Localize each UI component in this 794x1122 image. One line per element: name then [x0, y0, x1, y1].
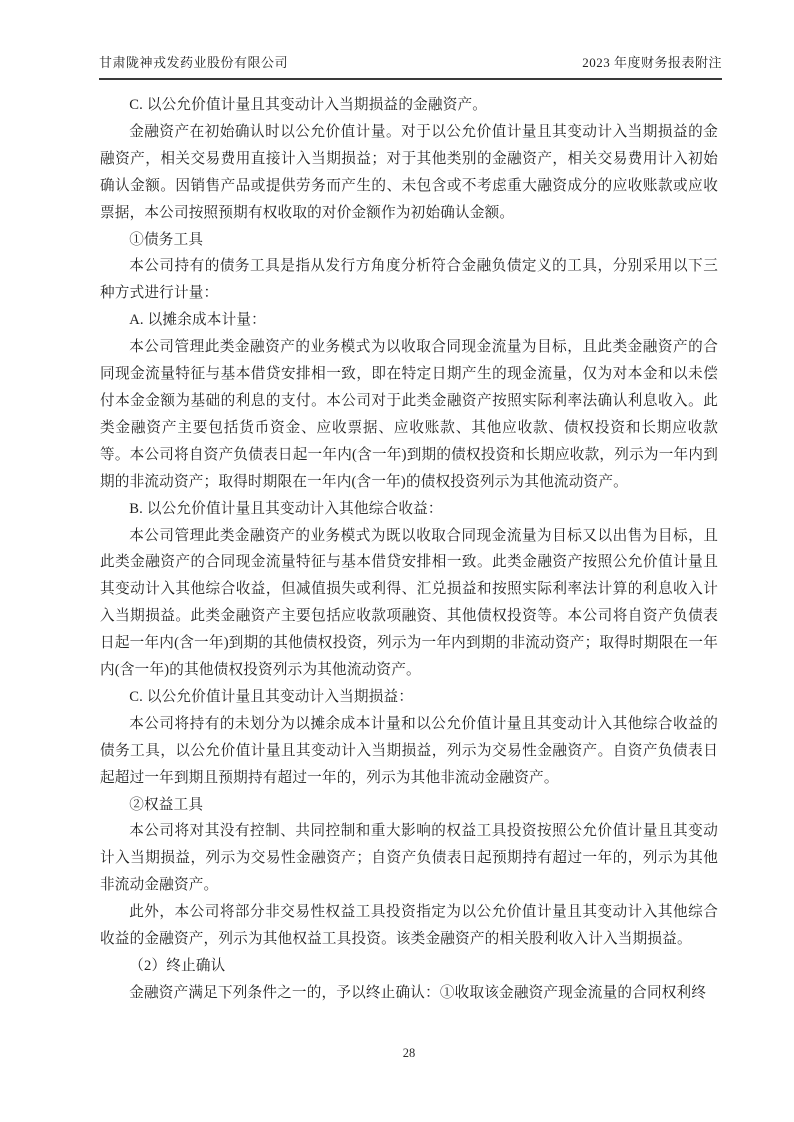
paragraph: 本公司管理此类金融资产的业务模式为以收取合同现金流量为目标，且此类金融资产的合同现金流量特征与基本借贷安排相一致，即在特定日期产生的现金流量，仅为对本金和以未偿付本金金额为基础的利息的支付。本公司对于此类金融资产按照实际利率法确认利息收入。此类金融资产主要包括货币资金、应收票据、应收账款、其他应收款、债权投资和长期应收款等。本公司将自资产负债表日起一年内(含一年)到期的债权投资和长期应收款，列示为一年内到期的非流动资产；取得时期限在一年内(含一年)的债权投资列示为其他流动资产。 — [100, 339, 718, 490]
paragraph: C. 以公允价值计量且其变动计入当期损益的金融资产。 — [129, 97, 488, 113]
paragraph: 此外，本公司将部分非交易性权益工具投资指定为以公允价值计量且其变动计入其他综合收益的金融资产，列示为其他权益工具投资。该类金融资产的相关股利收入计入当期损益。 — [100, 904, 718, 948]
paragraph: 金融资产在初始确认时以公允价值计量。对于以公允价值计量且其变动计入当期损益的金融资产，相关交易费用直接计入当期损益；对于其他类别的金融资产，相关交易费用计入初始确认金额。因销售产品或提供劳务而产生的、未包含或不考虑重大融资成分的应收账款或应收票据，本公司按照预期有权收取的对价金额作为初始确认金额。 — [100, 123, 718, 221]
paragraph: 本公司持有的债务工具是指从发行方角度分析符合金融负债定义的工具，分别采用以下三种方式进行计量： — [100, 258, 718, 302]
paragraph: 金融资产满足下列条件之一的，予以终止确认：①收取该金融资产现金流量的合同权利终 — [129, 984, 707, 1001]
paragraph: A. 以摊余成本计量： — [129, 312, 266, 329]
paragraph: 本公司将对其没有控制、共同控制和重大影响的权益工具投资按照公允价值计量且其变动计入当期损益，列示为交易性金融资产；自资产负债表日起预期持有超过一年的，列示为其他非流动金融资产。 — [100, 823, 718, 894]
paragraph: 本公司管理此类金融资产的业务模式为既以收取合同现金流量为目标又以出售为目标，且此类金融资产的合同现金流量特征与基本借贷安排相一致。此类金融资产按照公允价值计量且其变动计入其他综合收益，但减值损失或利得、汇兑损益和按照实际利率法计算的利息收入计入当期损益。此类金融资产主要包括应收款项融资、其他债权投资等。本公司将自资产负债表日起一年内(含一年)到期的其他债权投资，列示为一年内到期的非流动资产；取得时期限在一年内(含一年)的其他债权投资列示为其他流动资产。 — [100, 527, 718, 679]
paragraph: （2）终止确认 — [129, 958, 226, 974]
page-header — [99, 52, 722, 80]
paragraph: 本公司将持有的未划分为以摊余成本计量和以公允价值计量且其变动计入其他综合收益的债务工具，以公允价值计量且其变动计入当期损益，列示为交易性金融资产。自资产负债表日起超过一年到期且预期持有超过一年的，列示为其他非流动金融资产。 — [100, 715, 718, 786]
paragraph: C. 以公允价值计量且其变动计入当期损益： — [129, 688, 414, 705]
page-footer — [100, 1046, 718, 1061]
paragraph: ②权益工具 — [129, 796, 204, 813]
paragraph: B. 以公允价值计量且其变动计入其他综合收益： — [129, 500, 443, 517]
header-company-name: 甘肃陇神戎发药业股份有限公司 — [99, 55, 289, 70]
header-doc-title: 2023 年度财务报表附注 — [582, 55, 722, 70]
paragraph: ①债务工具 — [129, 231, 204, 248]
page-number: 28 — [402, 1046, 416, 1060]
document-body — [100, 92, 718, 1007]
